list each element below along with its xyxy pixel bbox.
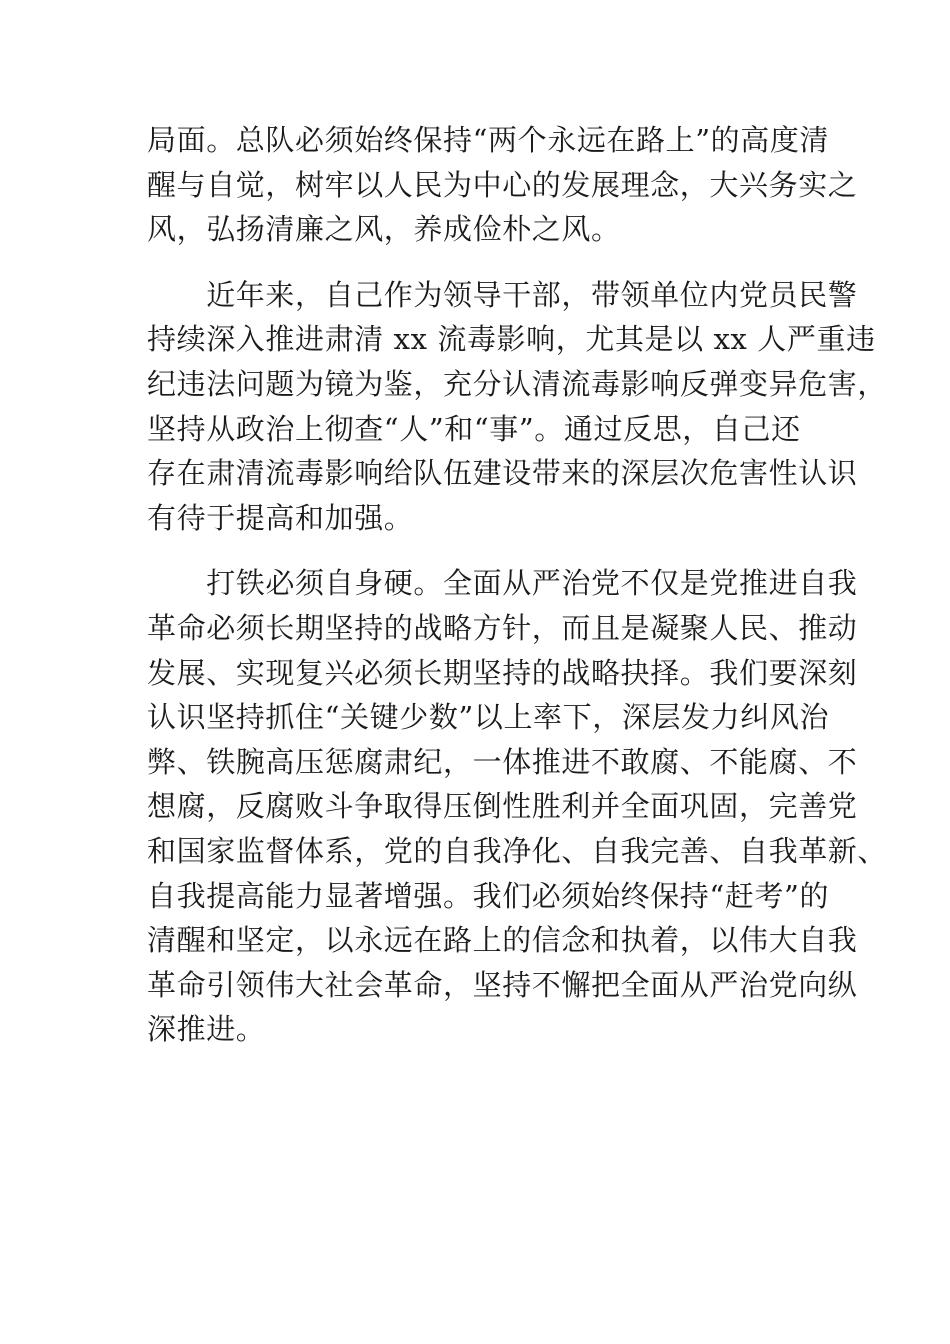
text-line: 有待于提高和加强。 — [147, 500, 414, 535]
paragraph-3 — [147, 561, 888, 1052]
text-line: 坚持从政治上彻查“人”和“事”。通过反思，自己还 — [147, 411, 801, 446]
paragraph-2 — [147, 273, 888, 541]
text-line: 和国家监督体系，党的自我净化、自我完善、自我革新、 — [147, 833, 888, 868]
text-line: 打铁必须自身硬。全面从严治党不仅是党推进自我 — [147, 566, 858, 601]
text-line: 革命必须长期坚持的战略方针，而且是凝聚人民、推动 — [147, 610, 858, 645]
text-line: 局面。总队必须始终保持“两个永远在路上”的高度清 — [147, 123, 830, 157]
text-line: 自我提高能力显著增强。我们必须始终保持“赶考”的 — [147, 878, 830, 913]
text-line: 纪违法问题为镜为鉴，充分认清流毒影响反弹变异危害， — [147, 366, 888, 401]
text-line: 认识坚持抓住“关键少数”以上率下，深层发力纠风治 — [147, 700, 830, 735]
text-line: 想腐，反腐败斗争取得压倒性胜利并全面巩固，完善党 — [147, 789, 858, 824]
text-line: 发展、实现复兴必须长期坚持的战略抉择。我们要深刻 — [147, 655, 858, 690]
paragraph-1 — [147, 118, 858, 252]
text-line: 存在肃清流毒影响给队伍建设带来的深层次危害性认识 — [147, 456, 858, 491]
text-line: 持续深入推进肃清 xx 流毒影响，尤其是以 xx 人严重违 — [147, 322, 876, 357]
paragraph-spacer — [147, 540, 817, 561]
text-line: 清醒和坚定，以永远在路上的信念和执着，以伟大自我 — [147, 923, 858, 958]
text-line: 风，弘扬清廉之风，养成俭朴之风。 — [147, 212, 621, 247]
text-line: 弊、铁腕高压惩腐肃纪，一体推进不敢腐、不能腐、不 — [147, 744, 858, 779]
paragraph-spacer — [147, 252, 817, 273]
text-line: 深推进。 — [147, 1012, 266, 1047]
text-line: 近年来，自己作为领导干部，带领单位内党员民警 — [147, 277, 858, 312]
text-line: 醒与自觉，树牢以人民为中心的发展理念，大兴务实之 — [147, 167, 858, 202]
document-body — [147, 118, 888, 1052]
text-line: 革命引领伟大社会革命，坚持不懈把全面从严治党向纵 — [147, 967, 858, 1002]
